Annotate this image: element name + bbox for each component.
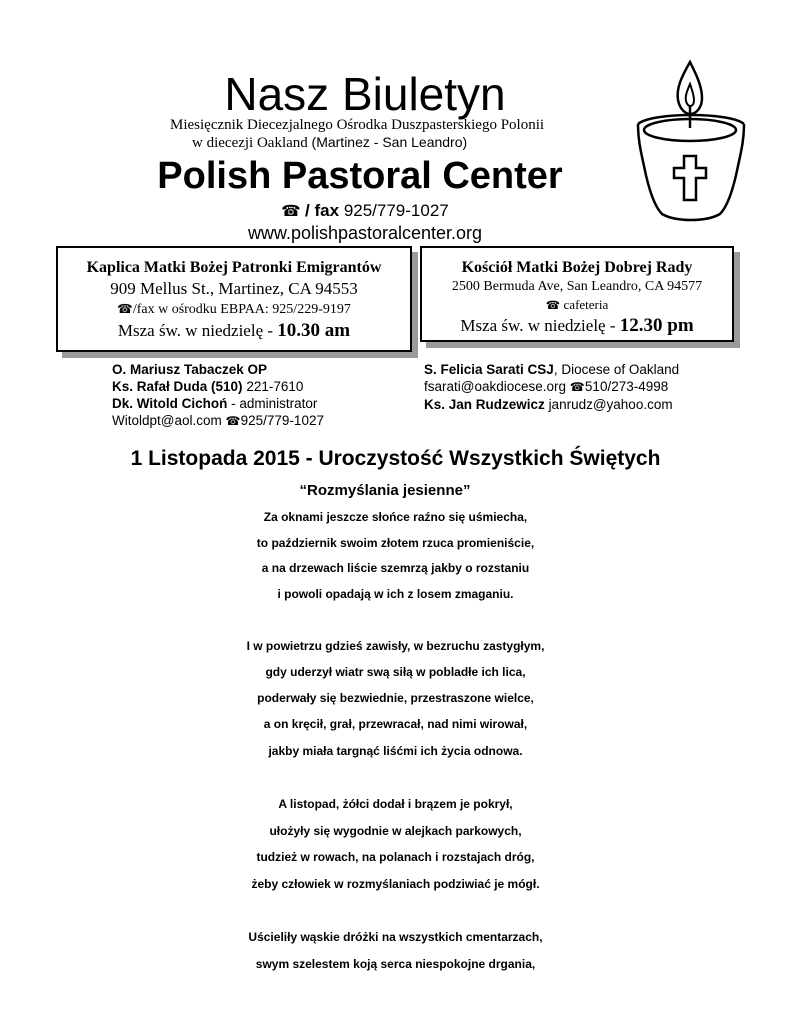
parish-phone <box>58 300 410 319</box>
contact-cichon <box>112 395 402 412</box>
mass-time: 12.30 pm <box>619 315 694 336</box>
subtitle-line-1: Miesięcznik Diecezjalnego Ośrodka Duszpasterskiego Polonii <box>170 117 545 133</box>
parish-name: Kościół Matki Bożej Dobrej Rady <box>461 259 693 276</box>
poem-line: Uścieliły wąskie dróżki na wszystkich cmentarzach, <box>248 930 543 944</box>
feast-heading: 1 Listopada 2015 - Uroczystość Wszystkich Świętych <box>130 447 661 470</box>
contact-rudzewicz <box>424 396 754 413</box>
phone-icon: ☎ <box>545 299 561 312</box>
subtitle-line-2-suffix: (Martinez - San Leandro) <box>311 134 468 150</box>
candle-with-cross-icon <box>632 58 752 228</box>
contact-email[interactable]: fsarati@oakdiocese.org <box>424 379 567 394</box>
poem-title: “Rozmyślania jesienne” <box>299 482 471 499</box>
mass-label: Msza św. w niedzielę - <box>117 321 274 340</box>
mass-label: Msza św. w niedzielę - <box>460 316 616 335</box>
contact-email[interactable]: Witoldpt@aol.com <box>112 413 222 428</box>
contact-role: - administrator <box>231 396 318 411</box>
parish-address: 2500 Bermuda Ave, San Leandro, CA 94577 <box>451 279 703 294</box>
contact-phone: 925/779-1027 <box>240 413 324 428</box>
website-link[interactable]: www.polishpastoralcenter.org <box>247 223 483 243</box>
contact-name: Dk. Witold Cichoń <box>112 396 228 411</box>
poem-line: Za oknami jeszcze słońce raźno się uśmiecha, <box>263 510 528 524</box>
fax-label: / fax <box>305 201 340 220</box>
subtitle-line-2 <box>192 134 467 152</box>
contact-phone: 221-7610 <box>246 379 304 394</box>
parish-phone <box>422 296 732 314</box>
poem-line: to październik swoim złotem rzuca promieniście, <box>256 536 535 550</box>
poem-line: jakby miała targnąć liśćmi ich życia odnowa. <box>268 744 523 758</box>
bulletin-title: Nasz Biuletyn <box>224 68 506 120</box>
parish-phone-text: /fax w ośrodku EBPAA: 925/229-9197 <box>132 302 351 317</box>
phone-icon: ☎ <box>117 302 133 316</box>
mass-time: 10.30 am <box>277 320 351 341</box>
contact-email[interactable]: janrudz@yahoo.com <box>548 397 673 412</box>
phone-icon: ☎ <box>281 203 301 220</box>
contact-name: Ks. Jan Rudzewicz <box>424 397 545 412</box>
contact-email-line <box>424 378 754 396</box>
contact-tabaczek: O. Mariusz Tabaczek OP <box>112 362 268 377</box>
contact-name: Ks. Rafał Duda (510) <box>112 379 243 394</box>
poem-line: a na drzewach liście szemrzą jakby o rozstaniu <box>261 561 530 575</box>
header-phone-number: 925/779-1027 <box>343 201 449 220</box>
poem-line: swym szelestem koją serca niespokojne drgania, <box>255 957 536 971</box>
clergy-contacts-right <box>424 361 754 413</box>
poem-line: żeby człowiek w rozmyślaniach podziwiać je mógł. <box>251 877 540 891</box>
contact-sarati <box>424 361 754 378</box>
phone-icon: ☎ <box>569 380 585 394</box>
phone-icon: ☎ <box>225 414 241 428</box>
poem-line: a on kręcił, grał, przewracał, nad nimi wirował, <box>263 717 528 731</box>
header-phone-line <box>0 200 730 223</box>
mass-schedule <box>422 314 732 338</box>
poem-line: i powoli opadają w ich z losem zmaganiu. <box>277 587 514 601</box>
poem-line: ułożyły się wygodnie w alejkach parkowych, <box>269 824 522 838</box>
parish-name: Kaplica Matki Bożej Patronki Emigrantów <box>86 259 382 276</box>
mass-schedule <box>58 319 410 343</box>
contact-phone: 510/273-4998 <box>584 379 669 394</box>
contact-email-line <box>112 412 402 430</box>
clergy-contacts-left <box>112 361 402 430</box>
poem-line: poderwały się bezwiednie, przestraszone wielce, <box>257 691 534 705</box>
parish-phone-text: cafeteria <box>563 297 609 312</box>
poem-line: I w powietrzu gdzieś zawisły, w bezruchu zastygłym, <box>246 639 545 653</box>
subtitle-line-2-prefix: w diecezji Oakland <box>192 135 308 151</box>
poem-line: tudzież w rowach, na polanach i rozstajach dróg, <box>256 850 535 864</box>
contact-role: , Diocese of Oakland <box>553 362 680 377</box>
poem-line: A listopad, żółci dodał i brązem je pokrył, <box>278 797 513 811</box>
parish-box-martinez <box>56 246 412 352</box>
contact-duda <box>112 378 402 395</box>
poem-line: gdy uderzył wiatr swą siłą w pobladłe ich lica, <box>265 665 526 679</box>
parish-box-san-leandro <box>420 246 734 342</box>
organization-name: Polish Pastoral Center <box>157 155 563 197</box>
contact-name: S. Felicia Sarati CSJ <box>424 362 554 377</box>
parish-address: 909 Mellus St., Martinez, CA 94553 <box>110 279 358 298</box>
